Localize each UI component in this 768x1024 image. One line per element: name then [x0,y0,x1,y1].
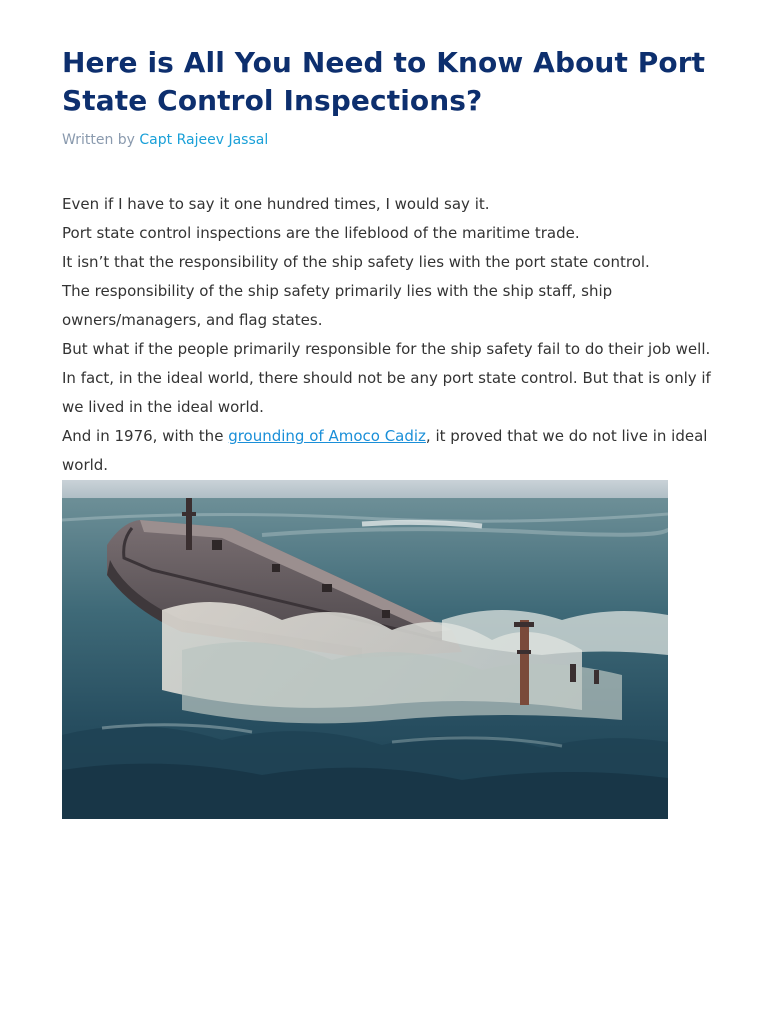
shipwreck-photo [62,480,668,819]
paragraph-text: , it proved that we do not live in ideal world. [62,427,708,474]
paragraph: Port state control inspections are the lifeblood of the maritime trade. [62,224,580,242]
paragraph: Even if I have to say it one hundred times, I would say it. [62,195,490,213]
paragraph: But what if the people primarily responsible for the ship safety fail to do their job well. [62,340,711,358]
author-link[interactable]: Capt Rajeev Jassal [139,132,269,148]
amoco-cadiz-link[interactable]: grounding of Amoco Cadiz [228,427,426,445]
paragraph: In fact, in the ideal world, there should not be any port state control. But that is only if we lived in the ideal world. [62,369,711,416]
paragraph-with-link [62,422,732,480]
paragraph-text: And in 1976, with the [62,427,229,445]
paragraph: It isn’t that the responsibility of the ship safety lies with the port state control. [62,253,650,271]
article-body [62,190,732,480]
paragraph: The responsibility of the ship safety primarily lies with the ship staff, ship owners/managers, and flag states. [62,282,613,329]
article-title: Here is All You Need to Know About Port State Control Inspections? [62,46,706,117]
byline [62,130,732,150]
article [62,44,732,819]
byline-prefix: Written by [62,132,135,148]
